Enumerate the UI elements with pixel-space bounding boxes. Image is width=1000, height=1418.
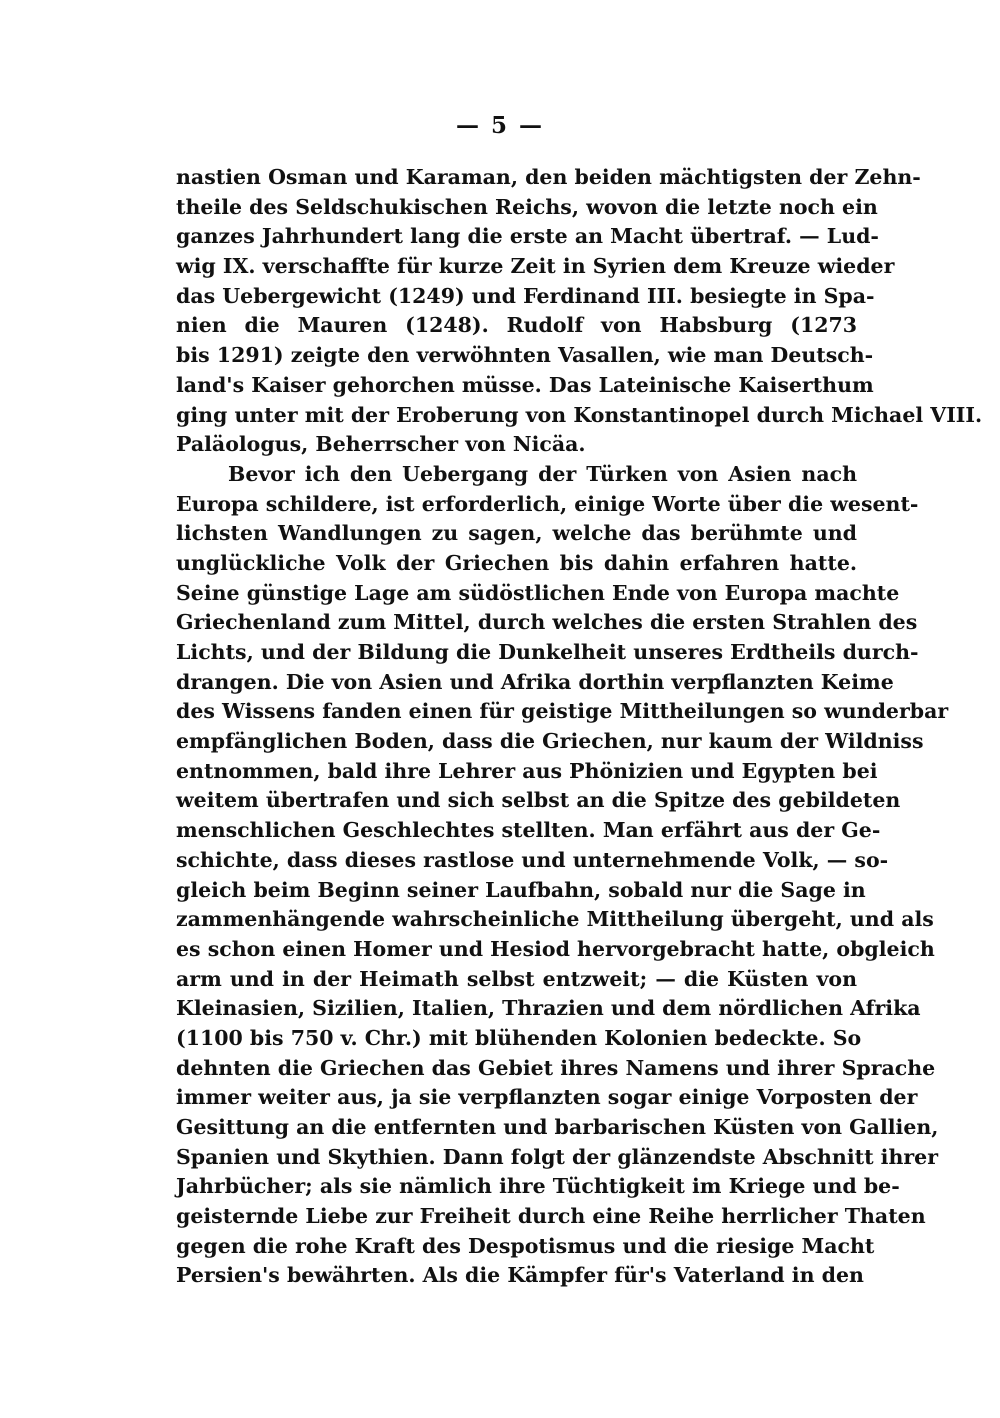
text-line: drangen. Die von Asien und Afrika dorthin verpflanzten Keime	[176, 669, 894, 694]
text-line: ganzes Jahrhundert lang die erste an Macht übertraf. — Lud-	[176, 224, 879, 249]
text-line: unglückliche Volk der Griechen bis dahin erfahren hatte.	[176, 550, 857, 575]
text-line: dehnten die Griechen das Gebiet ihres Namens und ihrer Sprache	[176, 1055, 936, 1080]
text-line: empfänglichen Boden, dass die Griechen, nur kaum der Wildniss	[176, 729, 924, 754]
text-line: land's Kaiser gehorchen müsse. Das Lateinische Kaiserthum	[176, 372, 874, 397]
text-line: gleich beim Beginn seiner Laufbahn, sobald nur die Sage in	[176, 877, 866, 902]
text-line: geisternde Liebe zur Freiheit durch eine Reihe herrlicher Thaten	[176, 1204, 926, 1229]
text-line: lichsten Wandlungen zu sagen, welche das berühmte und	[176, 521, 857, 546]
text-line: Europa schildere, ist erforderlich, einige Worte über die wesent-	[176, 491, 919, 516]
text-line: Seine günstige Lage am südöstlichen Ende von Europa machte	[176, 580, 900, 605]
text-line: das Uebergewicht (1249) und Ferdinand III. besiegte in Spa-	[176, 283, 875, 308]
text-line: Griechenland zum Mittel, durch welches die ersten Strahlen des	[176, 610, 918, 635]
text-line: nastien Osman und Karaman, den beiden mächtigsten der Zehn-	[176, 165, 921, 189]
page-number: — 5 —	[455, 112, 545, 139]
text-line: theile des Seldschukischen Reichs, wovon die letzte noch ein	[176, 194, 878, 219]
text-line: Spanien und Skythien. Dann folgt der glänzendste Abschnitt ihrer	[176, 1144, 939, 1169]
text-line: des Wissens fanden einen für geistige Mittheilungen so wunderbar	[176, 699, 949, 724]
text-line: ging unter mit der Eroberung von Konstantinopel durch Michael VIII.	[176, 402, 983, 427]
text-line: zammenhängende wahrscheinliche Mittheilung übergeht, und als	[176, 907, 934, 932]
text-line: Paläologus, Beherrscher von Nicäa.	[176, 432, 586, 457]
text-line: Kleinasien, Sizilien, Italien, Thrazien und dem nördlichen Afrika	[176, 996, 921, 1021]
text-line: entnommen, bald ihre Lehrer aus Phönizien und Egypten bei	[176, 758, 878, 783]
body-text	[176, 163, 983, 1291]
paragraph-start-line: Bevor ich den Uebergang der Türken von Asien nach	[228, 461, 857, 486]
text-line: Persien's bewährten. Als die Kämpfer für's Vaterland in den	[176, 1263, 864, 1288]
text-line: immer weiter aus, ja sie verpflanzten sogar einige Vorposten der	[176, 1085, 918, 1110]
text-line: weitem übertrafen und sich selbst an die Spitze des gebildeten	[176, 788, 901, 813]
text-line: Gesittung an die entfernten und barbarischen Küsten von Gallien,	[176, 1115, 939, 1139]
text-line: bis 1291) zeigte den verwöhnten Vasallen, wie man Deutsch-	[176, 343, 874, 368]
text-line: Jahrbücher; als sie nämlich ihre Tüchtigkeit im Kriege und be-	[176, 1174, 900, 1199]
text-line: (1100 bis 750 v. Chr.) mit blühenden Kolonien bedeckte. So	[176, 1025, 862, 1050]
text-line: menschlichen Geschlechtes stellten. Man erfährt aus der Ge-	[176, 818, 881, 843]
text-line: Lichts, und der Bildung die Dunkelheit unseres Erdtheils durch-	[176, 640, 919, 664]
text-line: nien die Mauren (1248). Rudolf von Habsburg (1273	[176, 313, 857, 338]
text-line: gegen die rohe Kraft des Despotismus und die riesige Macht	[176, 1233, 875, 1258]
text-line: es schon einen Homer und Hesiod hervorgebracht hatte, obgleich	[176, 936, 935, 961]
text-line: schichte, dass dieses rastlose und unternehmende Volk, — so-	[176, 847, 889, 872]
text-line: wig IX. verschaffte für kurze Zeit in Syrien dem Kreuze wieder	[176, 254, 895, 279]
text-line: arm und in der Heimath selbst entzweit; — die Küsten von	[176, 966, 857, 991]
